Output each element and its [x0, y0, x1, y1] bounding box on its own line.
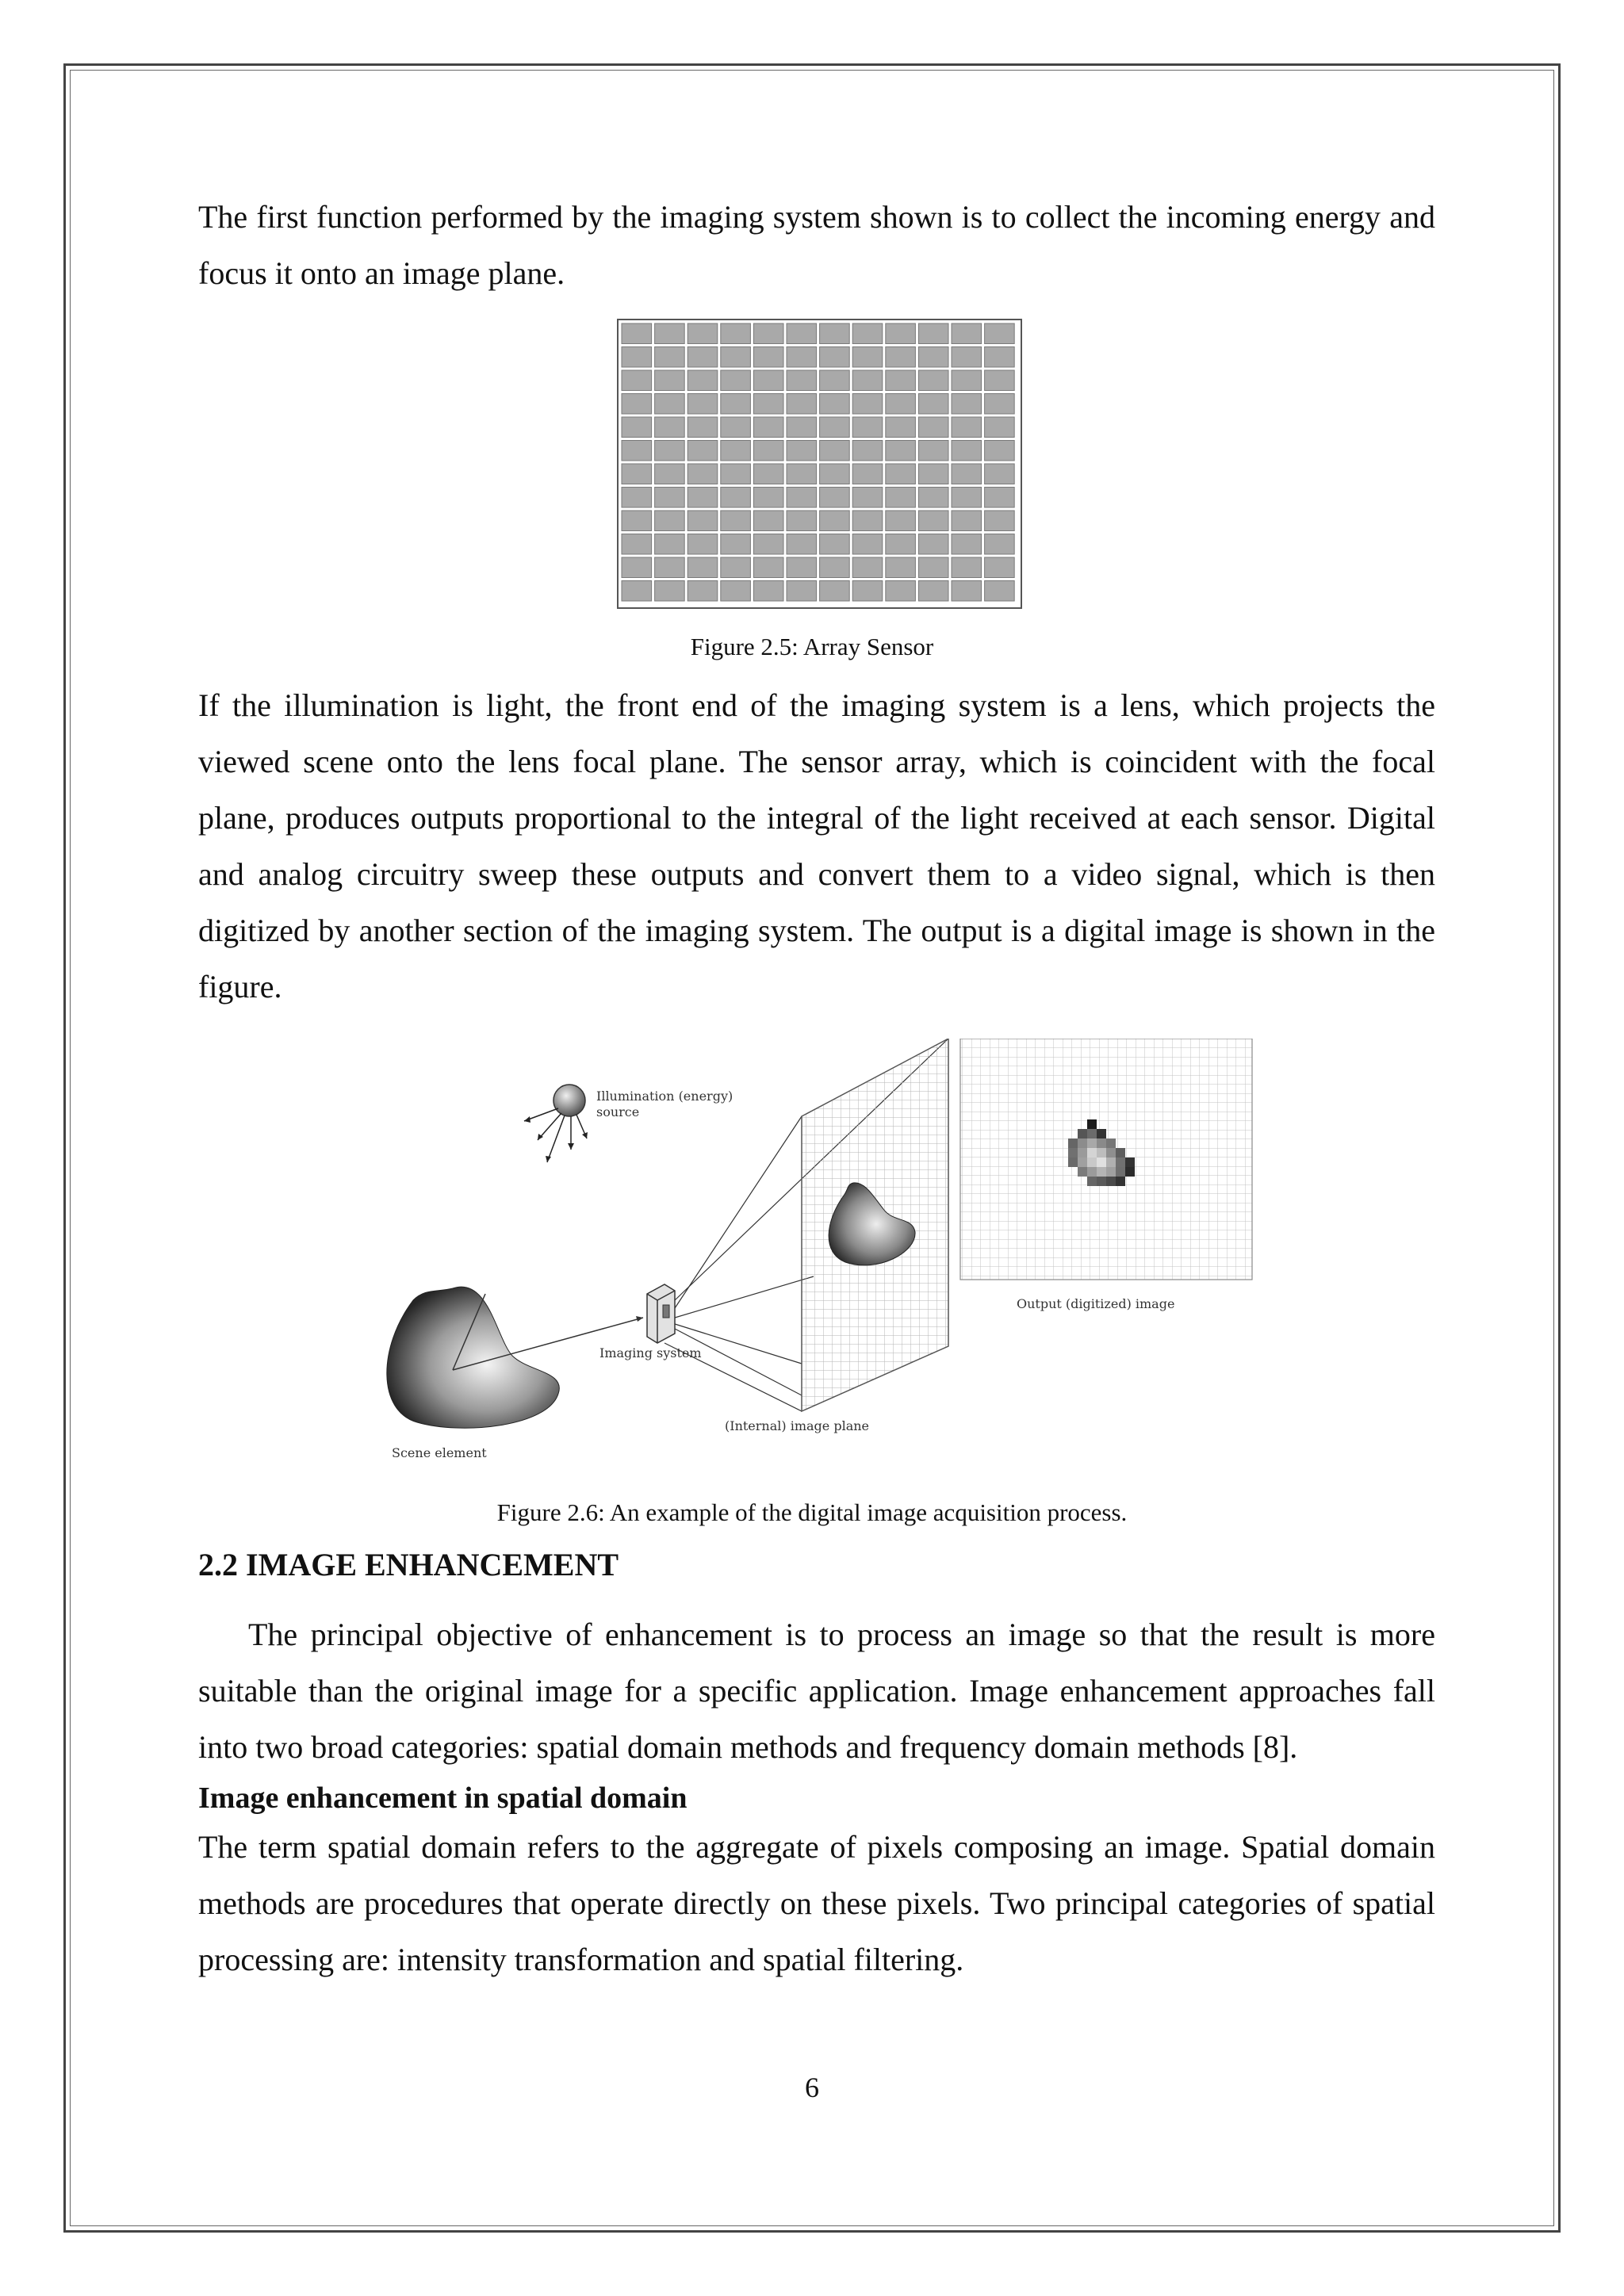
sensor-cell: [918, 488, 948, 508]
sensor-cell: [852, 394, 883, 415]
sensor-cell: [753, 534, 783, 555]
sensor-cell: [622, 347, 652, 368]
sensor-cell: [985, 417, 1015, 438]
sensor-cell: [820, 394, 850, 415]
sensor-cell: [852, 347, 883, 368]
sensor-cell: [852, 511, 883, 531]
sensor-cell: [787, 557, 817, 578]
sensor-cell: [820, 417, 850, 438]
sensor-cell: [622, 323, 652, 344]
scene-element-shape: [387, 1287, 560, 1428]
sensor-cell: [622, 534, 652, 555]
sensor-cell: [622, 488, 652, 508]
sensor-cell: [622, 441, 652, 461]
sensor-cell: [655, 581, 685, 602]
sensor-cell: [688, 488, 718, 508]
sensor-cell: [688, 370, 718, 391]
sensor-cell: [985, 534, 1015, 555]
sensor-cell: [985, 581, 1015, 602]
sensor-cell: [952, 394, 982, 415]
sensor-cell: [985, 441, 1015, 461]
sensor-cell: [753, 323, 783, 344]
sensor-cell: [787, 581, 817, 602]
sensor-cell: [820, 511, 850, 531]
sensor-cell: [787, 370, 817, 391]
subheading-spatial-domain: Image enhancement in spatial domain: [198, 1781, 688, 1815]
paragraph-spatial-domain: The term spatial domain refers to the aggregate of pixels composing an image. Spatial domain methods are procedures that operate directly on these pixels. Two principal categories of spatial processing are: intensity transformation and spatial filtering.: [198, 1829, 1435, 1977]
figure-2-5-caption: Figure 2.5: Array Sensor: [690, 633, 934, 660]
sensor-cell: [985, 464, 1015, 484]
sensor-cell: [753, 394, 783, 415]
sensor-cell: [721, 534, 751, 555]
sensor-cell: [622, 394, 652, 415]
sensor-cell: [721, 417, 751, 438]
sensor-cell: [753, 464, 783, 484]
sensor-cell: [688, 581, 718, 602]
sensor-cell: [852, 370, 883, 391]
sensor-cell: [886, 347, 916, 368]
sensor-cell: [952, 488, 982, 508]
sensor-cell: [886, 394, 916, 415]
sensor-cell: [952, 370, 982, 391]
sensor-cell: [918, 441, 948, 461]
sensor-cell: [655, 488, 685, 508]
sensor-cell: [886, 464, 916, 484]
sensor-cell: [918, 323, 948, 344]
sensor-cell: [655, 347, 685, 368]
sensor-cell: [787, 534, 817, 555]
sensor-cell: [820, 464, 850, 484]
label-imaging-system: Imaging system: [599, 1345, 702, 1360]
sensor-cell: [886, 534, 916, 555]
label-illumination-line1: Illumination (energy): [596, 1089, 733, 1104]
sensor-cell: [787, 323, 817, 344]
sensor-cell: [688, 347, 718, 368]
sensor-cell: [852, 534, 883, 555]
sensor-cell: [985, 394, 1015, 415]
sensor-cell: [655, 464, 685, 484]
sensor-cell: [655, 394, 685, 415]
sensor-cell: [622, 417, 652, 438]
sensor-cell: [952, 323, 982, 344]
sensor-cell: [655, 323, 685, 344]
sensor-cell: [886, 511, 916, 531]
sensor-cell: [886, 370, 916, 391]
sensor-cell: [852, 581, 883, 602]
sensor-cell: [622, 581, 652, 602]
sensor-cell: [688, 557, 718, 578]
sensor-cell: [622, 511, 652, 531]
sensor-cell: [787, 441, 817, 461]
sensor-cell: [753, 441, 783, 461]
sensor-cell: [753, 370, 783, 391]
sensor-cell: [721, 557, 751, 578]
figure-2-6-caption: Figure 2.6: An example of the digital image acquisition process.: [496, 1498, 1128, 1526]
sensor-cell: [787, 394, 817, 415]
sensor-cell: [721, 488, 751, 508]
sensor-cell: [952, 511, 982, 531]
sensor-cell: [721, 511, 751, 531]
sensor-cell: [952, 581, 982, 602]
sensor-cell: [622, 557, 652, 578]
sensor-cell: [721, 581, 751, 602]
sensor-cell: [886, 581, 916, 602]
sensor-cell: [820, 488, 850, 508]
sensor-cell: [918, 581, 948, 602]
image-acquisition-figure: [370, 1039, 1266, 1490]
sensor-cell: [985, 347, 1015, 368]
sensor-cell: [886, 557, 916, 578]
sensor-cell: [655, 511, 685, 531]
sensor-cell: [753, 347, 783, 368]
sensor-cell: [721, 370, 751, 391]
sensor-cell: [985, 488, 1015, 508]
sensor-cell: [952, 417, 982, 438]
sensor-cell: [787, 417, 817, 438]
sensor-cell: [820, 557, 850, 578]
imaging-system-box: [647, 1284, 675, 1343]
sensor-cell: [852, 557, 883, 578]
label-scene-element: Scene element: [392, 1445, 487, 1460]
sensor-cell: [886, 441, 916, 461]
sensor-cell: [852, 323, 883, 344]
sensor-cell: [886, 323, 916, 344]
array-sensor-figure: [617, 319, 1022, 609]
sensor-cell: [985, 323, 1015, 344]
sensor-cell: [852, 441, 883, 461]
sensor-cell: [918, 394, 948, 415]
sensor-cell: [721, 347, 751, 368]
sensor-cell: [721, 323, 751, 344]
sensor-cell: [952, 534, 982, 555]
sensor-cell: [985, 511, 1015, 531]
sensor-cell: [918, 370, 948, 391]
sensor-cell: [753, 488, 783, 508]
sensor-cell: [753, 581, 783, 602]
paragraph-lens-illumination: If the illumination is light, the front end of the imaging system is a lens, which projects the viewed scene onto the lens focal plane. The sensor array, which is coincident with the focal plane, produces outputs proportional to the integral of the light received at each sensor. Digital and analog circuitry sweep these outputs and convert them to a video signal, which is then digitized by another section of the imaging system. The output is a digital image is shown in the figure.: [198, 687, 1435, 1004]
sensor-cell: [985, 370, 1015, 391]
sensor-cell: [918, 511, 948, 531]
sensor-cell: [655, 417, 685, 438]
sensor-cell: [721, 394, 751, 415]
sensor-cell: [688, 464, 718, 484]
sensor-cell: [655, 441, 685, 461]
sensor-cell: [721, 441, 751, 461]
sensor-cell: [952, 464, 982, 484]
label-internal-image-plane: (Internal) image plane: [725, 1418, 869, 1433]
sensor-cell: [852, 464, 883, 484]
sensor-cell: [753, 417, 783, 438]
sensor-cell: [852, 488, 883, 508]
sensor-cell: [655, 557, 685, 578]
sensor-cell: [852, 417, 883, 438]
sensor-cell: [688, 394, 718, 415]
page-number: 6: [805, 2072, 819, 2103]
sensor-cell: [820, 347, 850, 368]
sensor-cell: [688, 534, 718, 555]
sensor-cell: [952, 557, 982, 578]
sensor-cell: [820, 581, 850, 602]
sensor-cell: [688, 441, 718, 461]
sensor-cell: [952, 441, 982, 461]
illumination-source-icon: [524, 1085, 588, 1162]
sensor-cell: [820, 323, 850, 344]
sensor-cell: [918, 417, 948, 438]
sensor-cell: [886, 417, 916, 438]
sensor-cell: [918, 557, 948, 578]
sensor-cell: [753, 511, 783, 531]
sensor-cell: [787, 464, 817, 484]
paragraph-enhancement-objective: The principal objective of enhancement is to process an image so that the result is more suitable than the original image for a specific application. Image enhancement approaches fall into two broad categories: spatial domain methods and frequency domain methods [8].: [198, 1617, 1435, 1765]
sensor-cell: [753, 557, 783, 578]
label-output-image: Output (digitized) image: [1017, 1296, 1175, 1311]
label-illumination-line2: source: [596, 1104, 640, 1119]
sensor-cell: [886, 488, 916, 508]
sensor-cell: [721, 464, 751, 484]
sensor-cell: [655, 534, 685, 555]
section-heading-image-enhancement: 2.2 IMAGE ENHANCEMENT: [198, 1547, 619, 1582]
sensor-cell: [918, 347, 948, 368]
sensor-cell: [787, 488, 817, 508]
sensor-cell: [820, 441, 850, 461]
paragraph-imaging-function: The first function performed by the imaging system shown is to collect the incoming energy and focus it onto an image plane.: [198, 199, 1435, 291]
sensor-cell: [655, 370, 685, 391]
sensor-cell: [622, 464, 652, 484]
sensor-cell: [918, 464, 948, 484]
sensor-cell: [820, 370, 850, 391]
sensor-cell: [688, 511, 718, 531]
sensor-cell: [985, 557, 1015, 578]
sensor-cell: [622, 370, 652, 391]
sensor-cell: [787, 347, 817, 368]
sensor-cell: [820, 534, 850, 555]
sensor-cell: [952, 347, 982, 368]
sensor-cell: [918, 534, 948, 555]
sensor-cell: [688, 417, 718, 438]
sensor-cell: [688, 323, 718, 344]
sensor-cell: [787, 511, 817, 531]
